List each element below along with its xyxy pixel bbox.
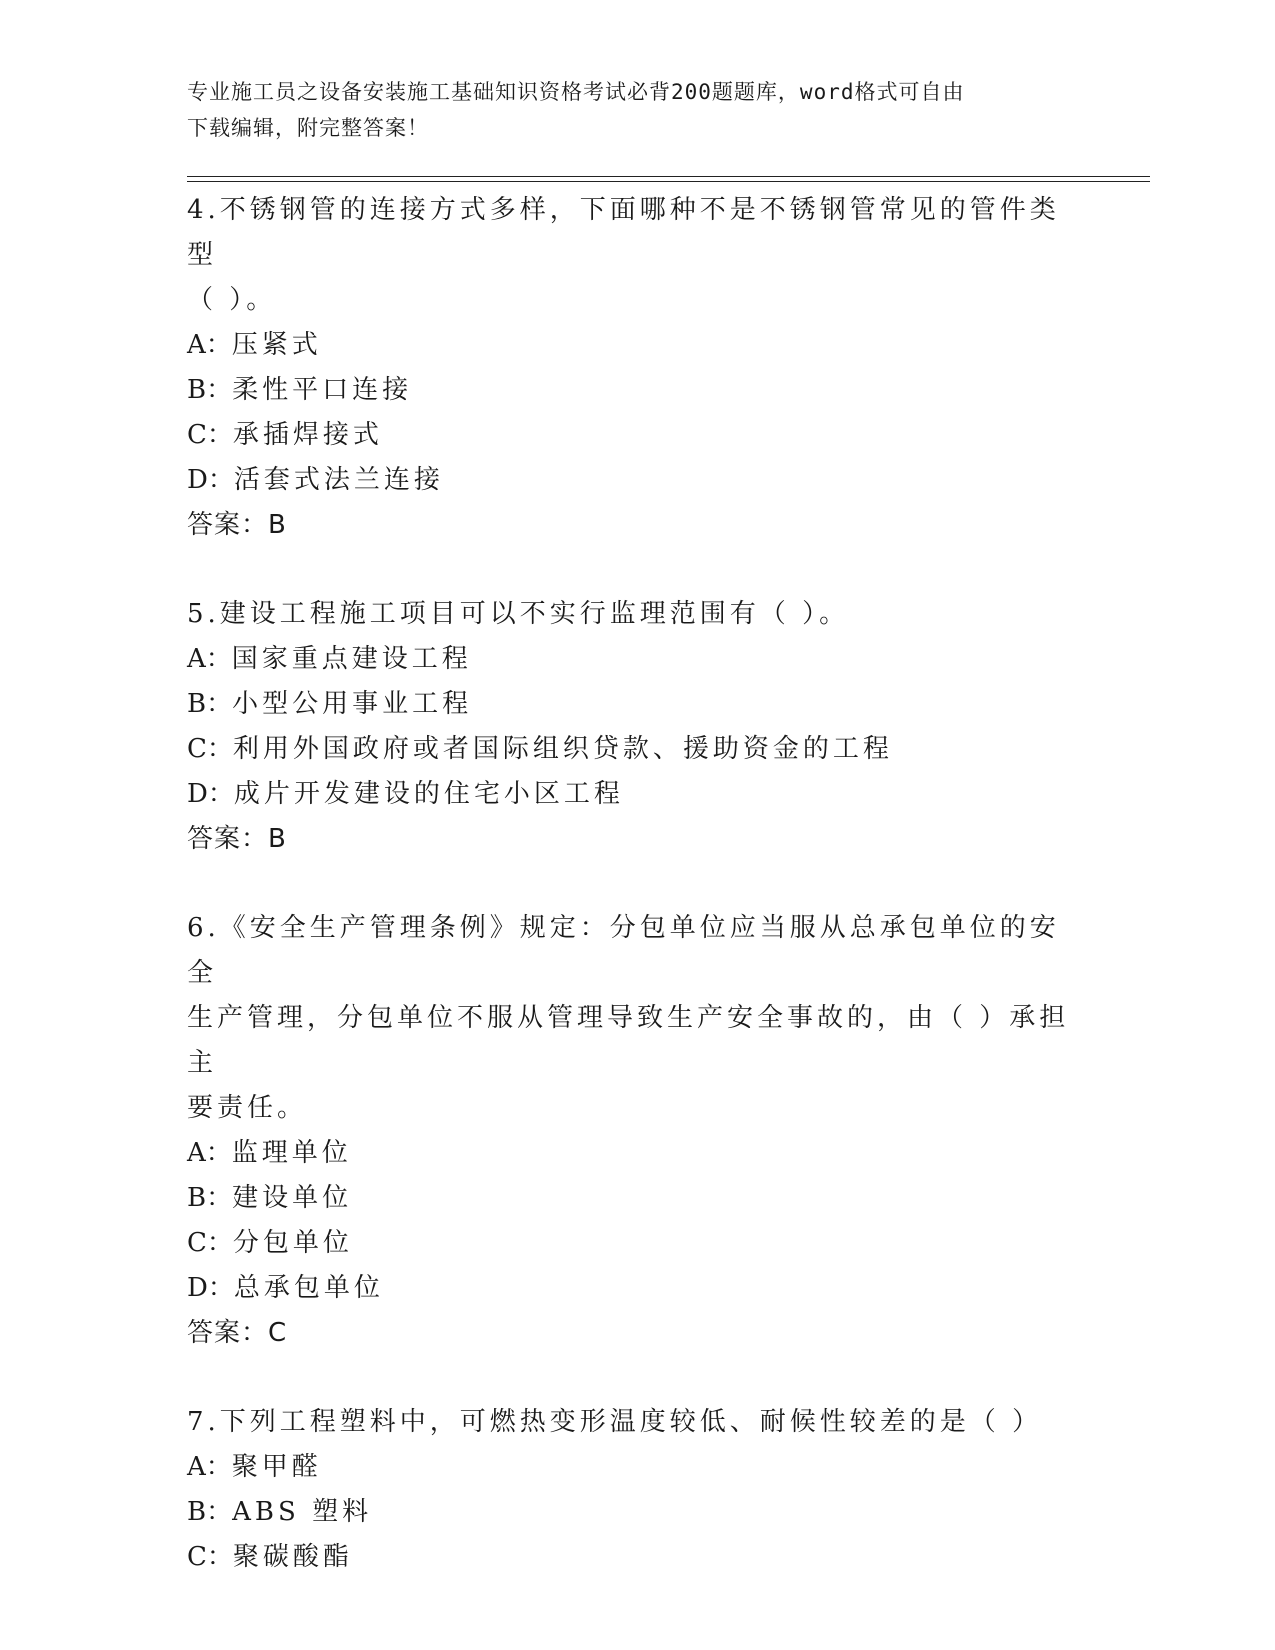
- option-b: [187, 1176, 1087, 1221]
- option-text: 建设单位: [232, 1183, 353, 1213]
- question-6: [187, 906, 1087, 1356]
- question-stem-cont: 生产管理，分包单位不服从管理导致生产安全事故的，由（ ）承担主: [187, 1003, 1070, 1078]
- option-c: [187, 1535, 1087, 1580]
- option-d: [187, 458, 1087, 503]
- option-letter: B：: [187, 1183, 233, 1213]
- header-line-1: 专业施工员之设备安装施工基础知识资格考试必背200题题库，word格式可自由: [187, 80, 965, 104]
- option-text: 国家重点建设工程: [231, 644, 472, 674]
- question-stem-cont: （ ）。: [187, 285, 277, 315]
- option-letter: B：: [187, 375, 233, 405]
- answer-line: 答案：C: [187, 1318, 288, 1348]
- question-list: [187, 188, 1087, 1580]
- option-text: 活套式法兰连接: [233, 465, 444, 495]
- option-letter: D：: [187, 779, 234, 809]
- option-b: [187, 368, 1087, 413]
- header-line-2: 下载编辑，附完整答案！: [187, 116, 429, 140]
- option-d: [187, 1266, 1087, 1311]
- question-stem: 7.下列工程塑料中，可燃热变形温度较低、耐候性较差的是（ ）: [187, 1407, 1043, 1437]
- option-text: 总承包单位: [233, 1273, 384, 1303]
- document-header: [187, 74, 1067, 146]
- option-letter: C：: [187, 1542, 233, 1572]
- option-a: [187, 637, 1087, 682]
- option-text: 成片开发建设的住宅小区工程: [233, 779, 624, 809]
- option-letter: A：: [187, 330, 232, 360]
- option-letter: C：: [187, 420, 233, 450]
- option-b: [187, 1490, 1087, 1535]
- spacer: [187, 548, 1087, 592]
- option-text: 小型公用事业工程: [232, 689, 473, 719]
- question-stem: 5.建设工程施工项目可以不实行监理范围有（ ）。: [187, 599, 850, 629]
- question-5: [187, 592, 1087, 862]
- option-letter: B：: [187, 689, 233, 719]
- option-b: [187, 682, 1087, 727]
- option-letter: D：: [187, 1273, 234, 1303]
- option-c: [187, 413, 1087, 458]
- answer-line: 答案：B: [187, 510, 287, 540]
- option-text: 聚碳酸酯: [232, 1542, 353, 1572]
- option-letter: C：: [187, 734, 233, 764]
- answer-line: 答案：B: [187, 824, 287, 854]
- option-c: [187, 1221, 1087, 1266]
- option-a: [187, 323, 1087, 368]
- spacer: [187, 862, 1087, 906]
- header-divider-bottom: [187, 181, 1150, 182]
- option-text: 监理单位: [231, 1138, 352, 1168]
- option-d: [187, 772, 1087, 817]
- question-stem: 6.《安全生产管理条例》规定：分包单位应当服从总承包单位的安全: [187, 913, 1060, 988]
- option-letter: B：: [187, 1497, 233, 1527]
- header-divider-top: [187, 176, 1150, 177]
- option-letter: A：: [187, 644, 232, 674]
- question-7: [187, 1400, 1087, 1580]
- option-a: [187, 1131, 1087, 1176]
- option-text: 压紧式: [231, 330, 322, 360]
- option-letter: A：: [187, 1138, 232, 1168]
- option-c: [187, 727, 1087, 772]
- spacer: [187, 1356, 1087, 1400]
- option-letter: C：: [187, 1228, 233, 1258]
- option-text: 利用外国政府或者国际组织贷款、援助资金的工程: [232, 734, 893, 764]
- question-4: [187, 188, 1087, 548]
- option-letter: D：: [187, 465, 234, 495]
- option-text: 分包单位: [232, 1228, 353, 1258]
- question-stem-cont: 要责任。: [187, 1093, 308, 1123]
- option-text: ABS 塑料: [232, 1497, 373, 1527]
- option-text: 承插焊接式: [232, 420, 383, 450]
- option-a: [187, 1445, 1087, 1490]
- option-text: 聚甲醛: [231, 1452, 322, 1482]
- option-text: 柔性平口连接: [232, 375, 413, 405]
- option-letter: A：: [187, 1452, 232, 1482]
- question-stem: 4.不锈钢管的连接方式多样，下面哪种不是不锈钢管常见的管件类型: [187, 195, 1060, 270]
